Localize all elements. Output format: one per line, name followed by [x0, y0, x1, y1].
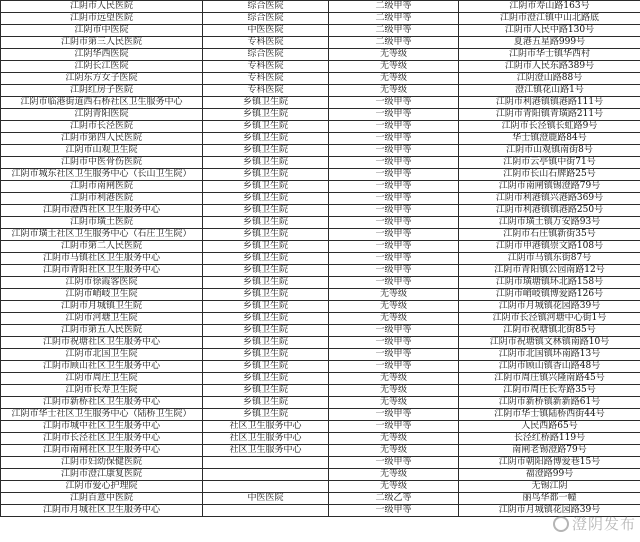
hospital-type-cell: 乡镇卫生院: [203, 241, 329, 253]
hospital-name-cell: 江阴市北国卫生院: [1, 349, 203, 361]
hospital-name-cell: 江阴市河塘卫生院: [1, 313, 203, 325]
hospital-grade-cell: 一级甲等: [329, 181, 459, 193]
hospital-name-cell: 江阴市临港街道西石桥社区卫生服务中心: [1, 97, 203, 109]
hospital-type-cell: [203, 505, 329, 517]
table-row: [1, 457, 640, 469]
table-row: [1, 361, 640, 373]
hospital-grade-cell: 一级甲等: [329, 217, 459, 229]
table-row: [1, 349, 640, 361]
hospital-type-cell: 乡镇卫生院: [203, 157, 329, 169]
hospital-type-cell: 社区卫生服务中心: [203, 421, 329, 433]
hospital-type-cell: 乡镇卫生院: [203, 409, 329, 421]
table-row: [1, 337, 640, 349]
hospital-name-cell: 江阴市璜土医院: [1, 217, 203, 229]
hospital-name-cell: 江阴市马镇社区卫生服务中心: [1, 253, 203, 265]
hospital-name-cell: 江阴市华士社区卫生服务中心（陆桥卫生院）: [1, 409, 203, 421]
hospital-name-cell: 江阴市城东社区卫生服务中心（长山卫生院）: [1, 169, 203, 181]
hospital-name-cell: 江阴市南闸医院: [1, 181, 203, 193]
hospital-grade-cell: 无等级: [329, 481, 459, 493]
table-row: [1, 373, 640, 385]
hospital-grade-cell: 一级甲等: [329, 121, 459, 133]
hospital-table-body: [1, 1, 640, 517]
table-row: [1, 25, 640, 37]
hospital-address-cell: 江阴市华士镇华西村: [459, 49, 640, 61]
table-row: [1, 145, 640, 157]
hospital-type-cell: 乡镇卫生院: [203, 121, 329, 133]
hospital-address-cell: 江阴市南闸镇锡澄路79号: [459, 181, 640, 193]
hospital-type-cell: 专科医院: [203, 85, 329, 97]
hospital-name-cell: 江阴市南闸社区卫生服务中心: [1, 445, 203, 457]
table-row: [1, 409, 640, 421]
table-row: [1, 121, 640, 133]
hospital-name-cell: 江阴市青阳社区卫生服务中心: [1, 265, 203, 277]
hospital-name-cell: 江阴市长泾社区卫生服务中心: [1, 433, 203, 445]
hospital-name-cell: 江阴百意中医院: [1, 493, 203, 505]
table-row: [1, 49, 640, 61]
hospital-type-cell: 乡镇卫生院: [203, 217, 329, 229]
hospital-address-cell: 无锡江阴: [459, 481, 640, 493]
hospital-address-cell: 江阴市周庄长寿路35号: [459, 385, 640, 397]
hospital-type-cell: 综合医院: [203, 1, 329, 13]
hospital-type-cell: 乡镇卫生院: [203, 361, 329, 373]
hospital-type-cell: 乡镇卫生院: [203, 301, 329, 313]
hospital-grade-cell: 一级甲等: [329, 193, 459, 205]
hospital-address-cell: 江阴市山观镇南街8号: [459, 145, 640, 157]
hospital-address-cell: 江阴澄山路88号: [459, 73, 640, 85]
hospital-grade-cell: 一级甲等: [329, 505, 459, 517]
hospital-address-cell: 江阴市祝塘镇北街85号: [459, 325, 640, 337]
hospital-name-cell: 江阴市长寿卫生院: [1, 385, 203, 397]
hospital-grade-cell: 一级甲等: [329, 109, 459, 121]
hospital-name-cell: 江阴市长泾医院: [1, 121, 203, 133]
table-row: [1, 133, 640, 145]
table-row: [1, 193, 640, 205]
hospital-address-cell: 江阴市云亭镇中街71号: [459, 157, 640, 169]
hospital-address-cell: 江阴市澄江镇中山北路底: [459, 13, 640, 25]
hospital-name-cell: 江阴市祝塘社区卫生服务中心: [1, 337, 203, 349]
table-row: [1, 61, 640, 73]
hospital-grade-cell: 一级甲等: [329, 337, 459, 349]
hospital-address-cell: 江阴市马镇东街87号: [459, 253, 640, 265]
hospital-type-cell: 社区卫生服务中心: [203, 433, 329, 445]
hospital-address-cell: 江阴市石庄镇新街35号: [459, 229, 640, 241]
hospital-name-cell: 江阴市人民医院: [1, 1, 203, 13]
table-row: [1, 433, 640, 445]
table-row: [1, 85, 640, 97]
hospital-type-cell: 乡镇卫生院: [203, 133, 329, 145]
hospital-name-cell: 江阴市澄江康复医院: [1, 469, 203, 481]
hospital-name-cell: 江阴市第五人民医院: [1, 325, 203, 337]
hospital-type-cell: 综合医院: [203, 13, 329, 25]
hospital-type-cell: 乡镇卫生院: [203, 349, 329, 361]
hospital-address-cell: 江阴市祝塘镇文林镇南路10号: [459, 337, 640, 349]
hospital-type-cell: 乡镇卫生院: [203, 277, 329, 289]
hospital-name-cell: 江阴市第四人民医院: [1, 133, 203, 145]
hospital-grade-cell: 一级甲等: [329, 253, 459, 265]
hospital-grade-cell: 无等级: [329, 289, 459, 301]
hospital-address-cell: 江阴市顾山镇香山路48号: [459, 361, 640, 373]
hospital-type-cell: 中医医院: [203, 493, 329, 505]
hospital-grade-cell: 无等级: [329, 385, 459, 397]
hospital-type-cell: 专科医院: [203, 37, 329, 49]
hospital-grade-cell: 二级甲等: [329, 13, 459, 25]
hospital-grade-cell: 一级甲等: [329, 325, 459, 337]
hospital-grade-cell: 一级甲等: [329, 97, 459, 109]
hospital-address-cell: 江阴市新桥镇新新路61号: [459, 397, 640, 409]
table-row: [1, 277, 640, 289]
watermark-text: 澄阴发布: [571, 515, 636, 533]
table-row: [1, 481, 640, 493]
hospital-name-cell: 江阴东方女子医院: [1, 73, 203, 85]
table-row: [1, 157, 640, 169]
hospital-grade-cell: 无等级: [329, 49, 459, 61]
hospital-name-cell: 江阴华西医院: [1, 49, 203, 61]
hospital-address-cell: 江阴市寿山路163号: [459, 1, 640, 13]
hospital-name-cell: 江阴市妇幼保健医院: [1, 457, 203, 469]
hospital-grade-cell: 二级甲等: [329, 1, 459, 13]
hospital-address-cell: 江阴市月城镇花园路39号: [459, 301, 640, 313]
hospital-address-cell: 南闸老锡澄路79号: [459, 445, 640, 457]
table-row: [1, 313, 640, 325]
hospital-type-cell: 综合医院: [203, 49, 329, 61]
table-row: [1, 385, 640, 397]
hospital-address-cell: 江阴市申港镇崇文路108号: [459, 241, 640, 253]
hospital-grade-cell: 无等级: [329, 397, 459, 409]
hospital-grade-cell: 无等级: [329, 313, 459, 325]
hospital-address-cell: 江阴市青阳镇青璜路211号: [459, 109, 640, 121]
hospital-address-cell: 江阴市利港镇兴港路369号: [459, 193, 640, 205]
hospital-grade-cell: 一级甲等: [329, 157, 459, 169]
hospital-grade-cell: 一级甲等: [329, 457, 459, 469]
table-row: [1, 301, 640, 313]
hospital-address-cell: 江阴市月城镇花园路39号: [459, 505, 640, 517]
hospital-grade-cell: 一级甲等: [329, 421, 459, 433]
hospital-grade-cell: 无等级: [329, 301, 459, 313]
hospital-address-cell: 长泾红桥路119号: [459, 433, 640, 445]
hospital-grade-cell: 一级甲等: [329, 229, 459, 241]
hospital-address-cell: 江阴市周庄镇兴隆南路45号: [459, 373, 640, 385]
hospital-name-cell: 江阴市月城社区卫生服务中心: [1, 505, 203, 517]
hospital-type-cell: 乡镇卫生院: [203, 229, 329, 241]
hospital-address-cell: 江阴市北国镇环南路13号: [459, 349, 640, 361]
table-row: [1, 169, 640, 181]
hospital-grade-cell: 二级乙等: [329, 493, 459, 505]
hospital-grade-cell: 二级甲等: [329, 37, 459, 49]
hospital-grade-cell: 无等级: [329, 469, 459, 481]
hospital-name-cell: 江阴青阳医院: [1, 109, 203, 121]
hospital-grade-cell: 无等级: [329, 85, 459, 97]
hospital-grade-cell: 一级甲等: [329, 349, 459, 361]
hospital-grade-cell: 一级甲等: [329, 409, 459, 421]
table-row: [1, 37, 640, 49]
hospital-address-cell: 江阴市人民中路130号: [459, 25, 640, 37]
hospital-address-cell: 江阴市长山石牌路25号: [459, 169, 640, 181]
hospital-grade-cell: 一级甲等: [329, 277, 459, 289]
hospital-type-cell: 乡镇卫生院: [203, 289, 329, 301]
table-row: [1, 289, 640, 301]
hospital-type-cell: 乡镇卫生院: [203, 109, 329, 121]
hospital-address-cell: 江阴市利港镇镇港路250号: [459, 205, 640, 217]
hospital-address-cell: 澄江镇花山路1号: [459, 85, 640, 97]
hospital-grade-cell: 无等级: [329, 61, 459, 73]
table-row: [1, 13, 640, 25]
hospital-type-cell: 乡镇卫生院: [203, 313, 329, 325]
hospital-address-cell: 福澄路99号: [459, 469, 640, 481]
hospital-type-cell: 乡镇卫生院: [203, 97, 329, 109]
hospital-type-cell: 乡镇卫生院: [203, 169, 329, 181]
hospital-type-cell: 乡镇卫生院: [203, 145, 329, 157]
hospital-name-cell: 江阴红房子医院: [1, 85, 203, 97]
hospital-address-cell: 丽鸟华都一幢: [459, 493, 640, 505]
table-row: [1, 1, 640, 13]
hospital-type-cell: 乡镇卫生院: [203, 385, 329, 397]
hospital-name-cell: 江阴市澄西社区卫生服务中心: [1, 205, 203, 217]
table-row: [1, 181, 640, 193]
hospital-type-cell: 专科医院: [203, 61, 329, 73]
table-row: [1, 421, 640, 433]
table-row: [1, 505, 640, 517]
hospital-grade-cell: 一级甲等: [329, 205, 459, 217]
hospital-type-cell: 中医医院: [203, 25, 329, 37]
hospital-address-cell: 江阴市璜塘镇环北路158号: [459, 277, 640, 289]
table-row: [1, 397, 640, 409]
table-row: [1, 493, 640, 505]
hospital-name-cell: 江阴市中医骨伤医院: [1, 157, 203, 169]
hospital-grade-cell: 无等级: [329, 445, 459, 457]
hospital-name-cell: 江阴市利港医院: [1, 193, 203, 205]
hospital-type-cell: 乡镇卫生院: [203, 265, 329, 277]
table-row: [1, 217, 640, 229]
hospital-grade-cell: 一级甲等: [329, 145, 459, 157]
hospital-type-cell: 乡镇卫生院: [203, 325, 329, 337]
hospital-type-cell: [203, 469, 329, 481]
hospital-address-cell: 江阴市朝阳路博爱巷15号: [459, 457, 640, 469]
hospital-name-cell: 江阴市山观卫生院: [1, 145, 203, 157]
table-row: [1, 241, 640, 253]
hospital-name-cell: 江阴市顾山社区卫生服务中心: [1, 361, 203, 373]
watermark: [553, 513, 636, 534]
hospital-address-cell: 江阴市璜土镇万安路93号: [459, 217, 640, 229]
hospital-type-cell: 乡镇卫生院: [203, 181, 329, 193]
hospital-name-cell: 江阴市第三人民医院: [1, 37, 203, 49]
hospital-address-cell: 江阴市青阳镇公园南路12号: [459, 265, 640, 277]
table-row: [1, 325, 640, 337]
hospital-grade-cell: 无等级: [329, 373, 459, 385]
hospital-type-cell: 乡镇卫生院: [203, 373, 329, 385]
table-row: [1, 253, 640, 265]
table-row: [1, 109, 640, 121]
hospital-name-cell: 江阴市中医院: [1, 25, 203, 37]
watermark-logo-icon: [553, 516, 569, 532]
hospital-name-cell: 江阴市璜土社区卫生服务中心（石庄卫生院）: [1, 229, 203, 241]
hospital-type-cell: 乡镇卫生院: [203, 193, 329, 205]
table-row: [1, 73, 640, 85]
hospital-grade-cell: 一级甲等: [329, 133, 459, 145]
hospital-name-cell: 江阴市第二人民医院: [1, 241, 203, 253]
hospital-name-cell: 江阴市远望医院: [1, 13, 203, 25]
hospital-address-cell: 江阴市利港镇镇港路111号: [459, 97, 640, 109]
hospital-address-cell: 夏港五星路999号: [459, 37, 640, 49]
hospital-name-cell: 江阴市周庄卫生院: [1, 373, 203, 385]
hospital-type-cell: [203, 457, 329, 469]
hospital-name-cell: 江阴市新桥社区卫生服务中心: [1, 397, 203, 409]
table-row: [1, 229, 640, 241]
hospital-name-cell: 江阴市峭岐卫生院: [1, 289, 203, 301]
hospital-address-cell: 江阴市长泾镇长虹路9号: [459, 121, 640, 133]
hospital-type-cell: 乡镇卫生院: [203, 205, 329, 217]
hospital-name-cell: 江阴市徐霞客医院: [1, 277, 203, 289]
hospital-type-cell: 乡镇卫生院: [203, 337, 329, 349]
hospital-type-cell: 乡镇卫生院: [203, 397, 329, 409]
hospital-name-cell: 江阴市爱心护理院: [1, 481, 203, 493]
hospital-address-cell: 江阴市长泾镇河塘中心街1号: [459, 313, 640, 325]
table-row: [1, 265, 640, 277]
hospital-grade-cell: 一级甲等: [329, 361, 459, 373]
hospital-address-cell: 江阴市华士镇陆桥西街44号: [459, 409, 640, 421]
hospital-type-cell: 社区卫生服务中心: [203, 445, 329, 457]
table-row: [1, 97, 640, 109]
hospital-type-cell: 乡镇卫生院: [203, 253, 329, 265]
hospital-address-cell: 人民西路65号: [459, 421, 640, 433]
hospital-address-cell: 江阴市峭岐镇博爱路126号: [459, 289, 640, 301]
hospital-grade-cell: 一级甲等: [329, 241, 459, 253]
hospital-address-cell: 华士镇澄鹿路84号: [459, 133, 640, 145]
hospital-type-cell: [203, 481, 329, 493]
table-row: [1, 469, 640, 481]
hospital-name-cell: 江阴市月城镇卫生院: [1, 301, 203, 313]
hospital-grade-cell: 无等级: [329, 433, 459, 445]
table-row: [1, 205, 640, 217]
hospital-name-cell: 江阴长江医院: [1, 61, 203, 73]
hospital-address-cell: 江阴市人民东路389号: [459, 61, 640, 73]
hospital-grade-cell: 二级甲等: [329, 25, 459, 37]
hospital-type-cell: 专科医院: [203, 73, 329, 85]
hospital-grade-cell: 一级甲等: [329, 265, 459, 277]
hospital-name-cell: 江阴市城中社区卫生服务中心: [1, 421, 203, 433]
table-row: [1, 445, 640, 457]
hospital-grade-cell: 无等级: [329, 73, 459, 85]
hospital-grade-cell: 一级甲等: [329, 169, 459, 181]
